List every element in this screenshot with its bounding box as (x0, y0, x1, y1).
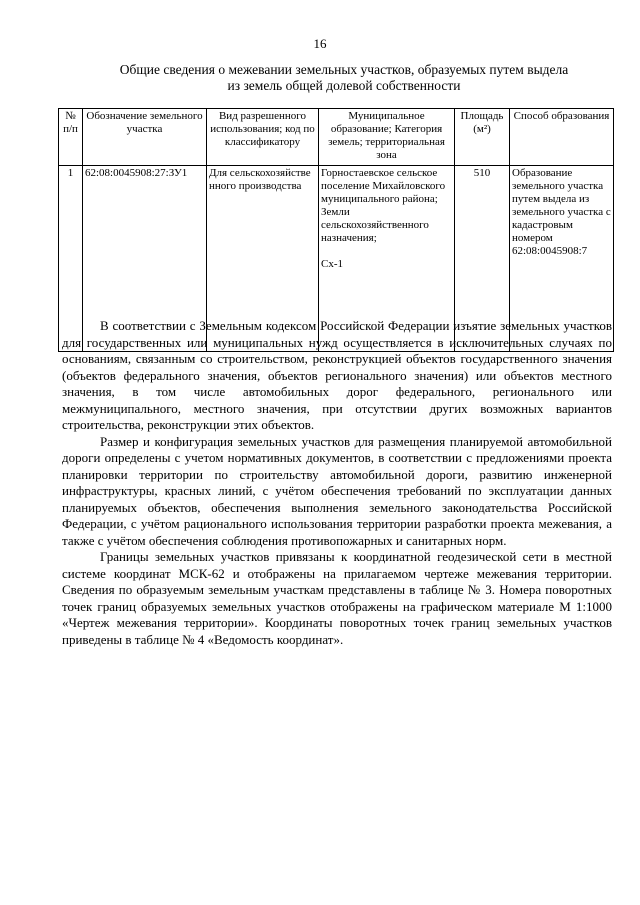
cell-area: 510 (455, 166, 510, 352)
header-num: № п/п (59, 109, 83, 166)
title-line-1: Общие сведения о межевании земельных участков, образуемых путем выдела (119, 62, 569, 77)
header-area: Площадь (м²) (455, 109, 510, 166)
header-method: Способ образования (510, 109, 614, 166)
cell-permitted-use: Для сельскохозяйственного производства (207, 166, 319, 352)
header-designation: Обозначение земельного участка (83, 109, 207, 166)
cell-zone: Сх-1 (321, 258, 343, 270)
cell-method: Образование земельного участка путем выдела из земельного участка с кадастровым номером 62:08:0045908:7 (510, 166, 614, 352)
header-permitted-use: Вид разрешенного использования; код по классификатору (207, 109, 319, 166)
cell-municipality-text: Горностаевское сельское поселение Михайловского муниципального района; Земли сельскохозяйственного назначения; (321, 167, 446, 244)
body-text (62, 318, 612, 648)
header-municipality: Муниципальное образование; Категория земель; территориальная зона (319, 109, 455, 166)
cell-num: 1 (59, 166, 83, 352)
paragraph-1: В соответствии с Земельным кодексом Российской Федерации изъятие земельных участков для государственных или муниципальных нужд осуществляется в исключительных случаях по основаниям, связанным со строительством, реконструкцией объектов государственного значения (объектов федерального значения, объектов регионального значения) или объектов местного значения, в том числе автомобильных дорог федерального, регионального или межмуниципального, местного значения, при отсутствии других возможных вариантов строительства, реконструкции этих объектов. (62, 318, 612, 432)
table-header-row (59, 109, 614, 166)
cell-designation: 62:08:0045908:27:ЗУ1 (83, 166, 207, 352)
title-line-2: из земель общей долевой собственности (227, 78, 461, 93)
paragraph-2: Размер и конфигурация земельных участков для размещения планируемой автомобильной дороги определены с учетом нормативных документов, в соответствии с предложениями проекта планировки территории по строительству автомобильной дороги, развитию инженерной инфраструктуры, красных линий, с учётом обеспечения требований по эксплуатации данных планируемых объектов, обеспечения выполнения земельного законодательства Российской Федерации, с учётом рационального использования территории разработки проекта межевания, а также с учётом обеспечения соблюдения противопожарных и санитарных норм. (62, 433, 612, 548)
parcels-table (58, 108, 614, 352)
page-number: 16 (313, 36, 327, 51)
document-title (84, 62, 604, 94)
paragraph-3: Границы земельных участков привязаны к координатной геодезической сети в местной системе координат МСК-62 и отображены на прилагаемом чертеже межевания территории. Сведения по образуемым земельным участкам представлены в таблице № 3. Номера поворотных точек границ образуемых земельных участков отображены на графическом материале М 1:1000 «Чертеж межевания территории». Координаты поворотных точек границ земельных участков приведены в таблице № 4 «Ведомость координат». (62, 549, 612, 647)
